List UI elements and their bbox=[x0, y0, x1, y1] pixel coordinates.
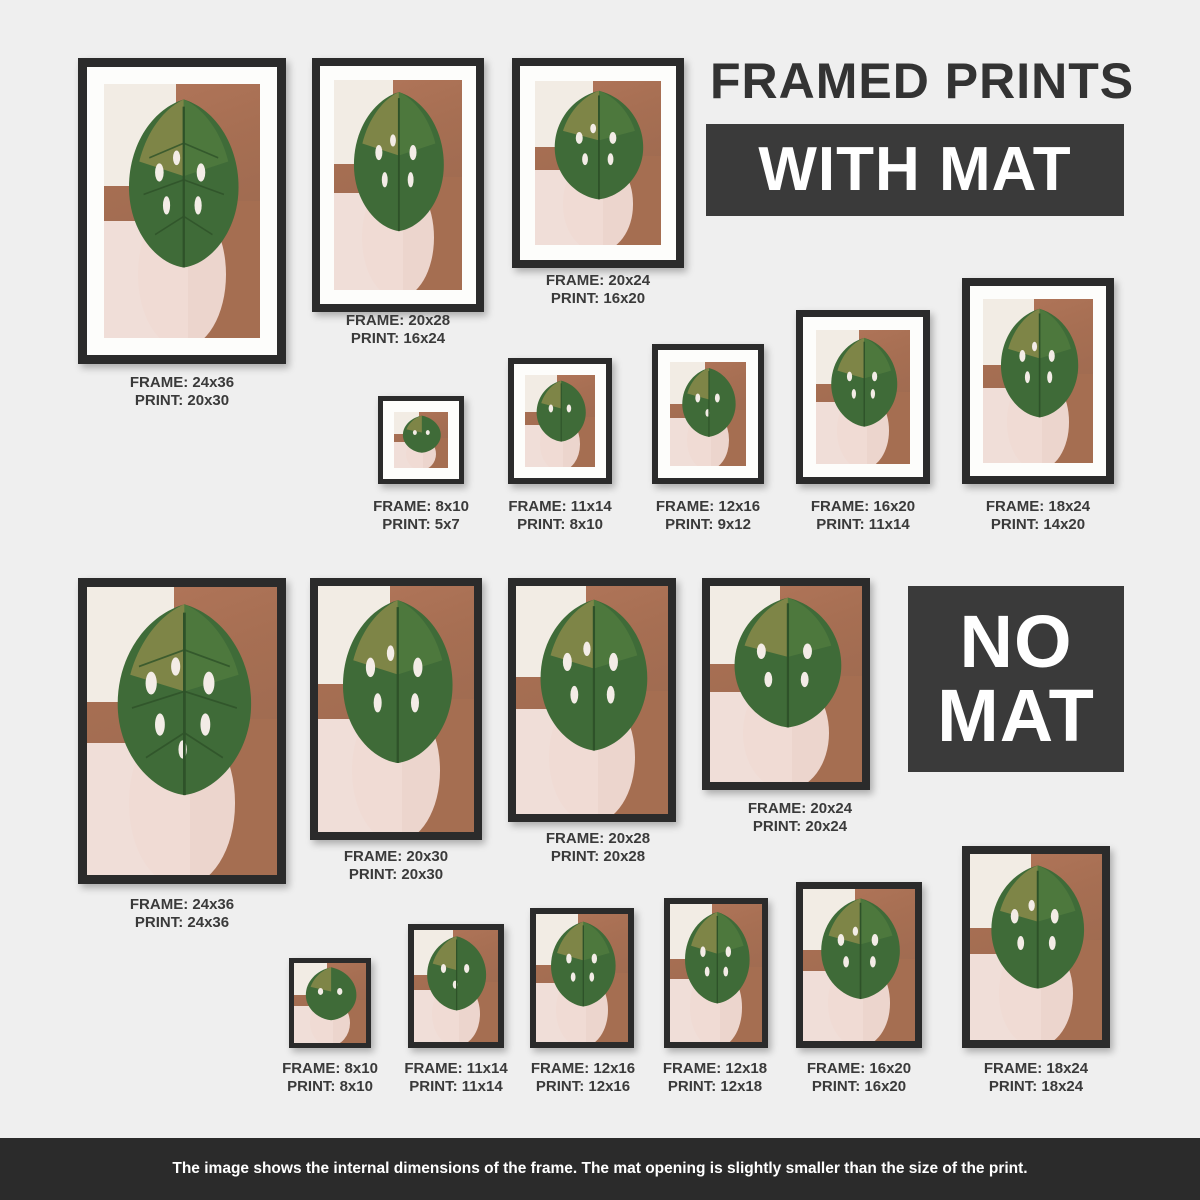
caption-print-size: PRINT: 5x7 bbox=[382, 516, 460, 534]
artwork bbox=[970, 854, 1102, 1040]
banner-with-mat: WITH MAT bbox=[706, 124, 1124, 216]
caption-print-size: PRINT: 11x14 bbox=[409, 1078, 503, 1096]
artwork bbox=[414, 930, 498, 1042]
caption-print-size: PRINT: 16x20 bbox=[550, 290, 646, 308]
frame-no-mat-18x24[interactable] bbox=[962, 846, 1110, 1048]
frame-with-mat-8x10[interactable] bbox=[378, 396, 464, 484]
caption-print-size: PRINT: 24x36 bbox=[134, 914, 230, 932]
caption-with-mat-18x24 bbox=[938, 498, 1138, 535]
artwork bbox=[816, 330, 910, 464]
caption-frame-size: FRAME: 20x24 bbox=[545, 272, 651, 289]
artwork bbox=[670, 904, 762, 1042]
caption-frame-size: FRAME: 20x24 bbox=[747, 800, 853, 817]
caption-with-mat-20x24 bbox=[498, 272, 698, 309]
caption-with-mat-20x28 bbox=[298, 312, 498, 349]
caption-print-size: PRINT: 18x24 bbox=[988, 1078, 1084, 1096]
caption-frame-size: FRAME: 12x16 bbox=[530, 1060, 636, 1077]
caption-frame-size: FRAME: 12x16 bbox=[655, 498, 761, 515]
caption-frame-size: FRAME: 18x24 bbox=[985, 498, 1091, 515]
frame-no-mat-24x36[interactable] bbox=[78, 578, 286, 884]
caption-frame-size: FRAME: 8x10 bbox=[282, 1060, 378, 1077]
caption-print-size: PRINT: 20x30 bbox=[348, 866, 444, 884]
caption-print-size: PRINT: 12x18 bbox=[667, 1078, 763, 1096]
caption-frame-size: FRAME: 24x36 bbox=[129, 896, 235, 913]
caption-print-size: PRINT: 9x12 bbox=[665, 516, 751, 534]
caption-frame-size: FRAME: 24x36 bbox=[129, 374, 235, 391]
caption-frame-size: FRAME: 8x10 bbox=[373, 498, 469, 515]
caption-frame-size: FRAME: 12x18 bbox=[662, 1060, 768, 1077]
banner-no-mat bbox=[908, 586, 1124, 772]
caption-print-size: PRINT: 12x16 bbox=[535, 1078, 631, 1096]
caption-no-mat-20x30 bbox=[296, 848, 496, 885]
banner-no-mat-line1: NO bbox=[959, 600, 1073, 683]
caption-print-size: PRINT: 20x28 bbox=[550, 848, 646, 866]
caption-print-size: PRINT: 8x10 bbox=[287, 1078, 373, 1096]
caption-print-size: PRINT: 16x24 bbox=[350, 330, 446, 348]
frame-with-mat-12x16[interactable] bbox=[652, 344, 764, 484]
caption-print-size: PRINT: 8x10 bbox=[517, 516, 603, 534]
frame-no-mat-20x24[interactable] bbox=[702, 578, 870, 790]
frame-with-mat-16x20[interactable] bbox=[796, 310, 930, 484]
caption-print-size: PRINT: 16x20 bbox=[811, 1078, 907, 1096]
frame-with-mat-20x28[interactable] bbox=[312, 58, 484, 312]
caption-no-mat-16x20 bbox=[759, 1060, 959, 1097]
caption-print-size: PRINT: 14x20 bbox=[990, 516, 1086, 534]
artwork bbox=[983, 299, 1093, 463]
caption-frame-size: FRAME: 20x28 bbox=[545, 830, 651, 847]
footer-note-text: The image shows the internal dimensions of the frame. The mat opening is slightly smaller than the size of the print. bbox=[172, 1160, 1028, 1177]
caption-frame-size: FRAME: 20x30 bbox=[343, 848, 449, 865]
artwork bbox=[394, 412, 448, 468]
frame-with-mat-11x14[interactable] bbox=[508, 358, 612, 484]
caption-print-size: PRINT: 11x14 bbox=[816, 516, 910, 534]
frame-with-mat-24x36[interactable] bbox=[78, 58, 286, 364]
caption-no-mat-18x24 bbox=[936, 1060, 1136, 1097]
artwork bbox=[535, 81, 661, 245]
caption-frame-size: FRAME: 16x20 bbox=[810, 498, 916, 515]
frame-no-mat-11x14[interactable] bbox=[408, 924, 504, 1048]
frame-with-mat-20x24[interactable] bbox=[512, 58, 684, 268]
artwork bbox=[294, 963, 366, 1043]
artwork bbox=[87, 587, 277, 875]
artwork bbox=[803, 889, 915, 1041]
frame-with-mat-18x24[interactable] bbox=[962, 278, 1114, 484]
frame-no-mat-8x10[interactable] bbox=[289, 958, 371, 1048]
caption-frame-size: FRAME: 18x24 bbox=[983, 1060, 1089, 1077]
frame-no-mat-12x16[interactable] bbox=[530, 908, 634, 1048]
caption-no-mat-20x24 bbox=[700, 800, 900, 837]
caption-frame-size: FRAME: 11x14 bbox=[508, 498, 612, 515]
footer-note bbox=[0, 1138, 1200, 1200]
artwork bbox=[536, 914, 628, 1042]
caption-frame-size: FRAME: 16x20 bbox=[806, 1060, 912, 1077]
heading-framed-prints: FRAMED PRINTS bbox=[710, 53, 1135, 109]
banner-no-mat-line2: MAT bbox=[937, 674, 1095, 757]
caption-with-mat-24x36 bbox=[82, 374, 282, 411]
caption-no-mat-20x28 bbox=[498, 830, 698, 867]
artwork bbox=[334, 80, 462, 290]
artwork bbox=[710, 586, 862, 782]
frame-no-mat-20x30[interactable] bbox=[310, 578, 482, 840]
caption-print-size: PRINT: 20x24 bbox=[752, 818, 848, 836]
frame-no-mat-16x20[interactable] bbox=[796, 882, 922, 1048]
frame-no-mat-12x18[interactable] bbox=[664, 898, 768, 1048]
artwork bbox=[670, 362, 746, 466]
caption-frame-size: FRAME: 11x14 bbox=[404, 1060, 508, 1077]
caption-with-mat-16x20 bbox=[763, 498, 963, 535]
artwork bbox=[516, 586, 668, 814]
caption-frame-size: FRAME: 20x28 bbox=[345, 312, 451, 329]
caption-no-mat-24x36 bbox=[82, 896, 282, 933]
artwork bbox=[104, 84, 260, 338]
caption-print-size: PRINT: 20x30 bbox=[134, 392, 230, 410]
artwork bbox=[318, 586, 474, 832]
artwork bbox=[525, 375, 595, 467]
frame-no-mat-20x28[interactable] bbox=[508, 578, 676, 822]
